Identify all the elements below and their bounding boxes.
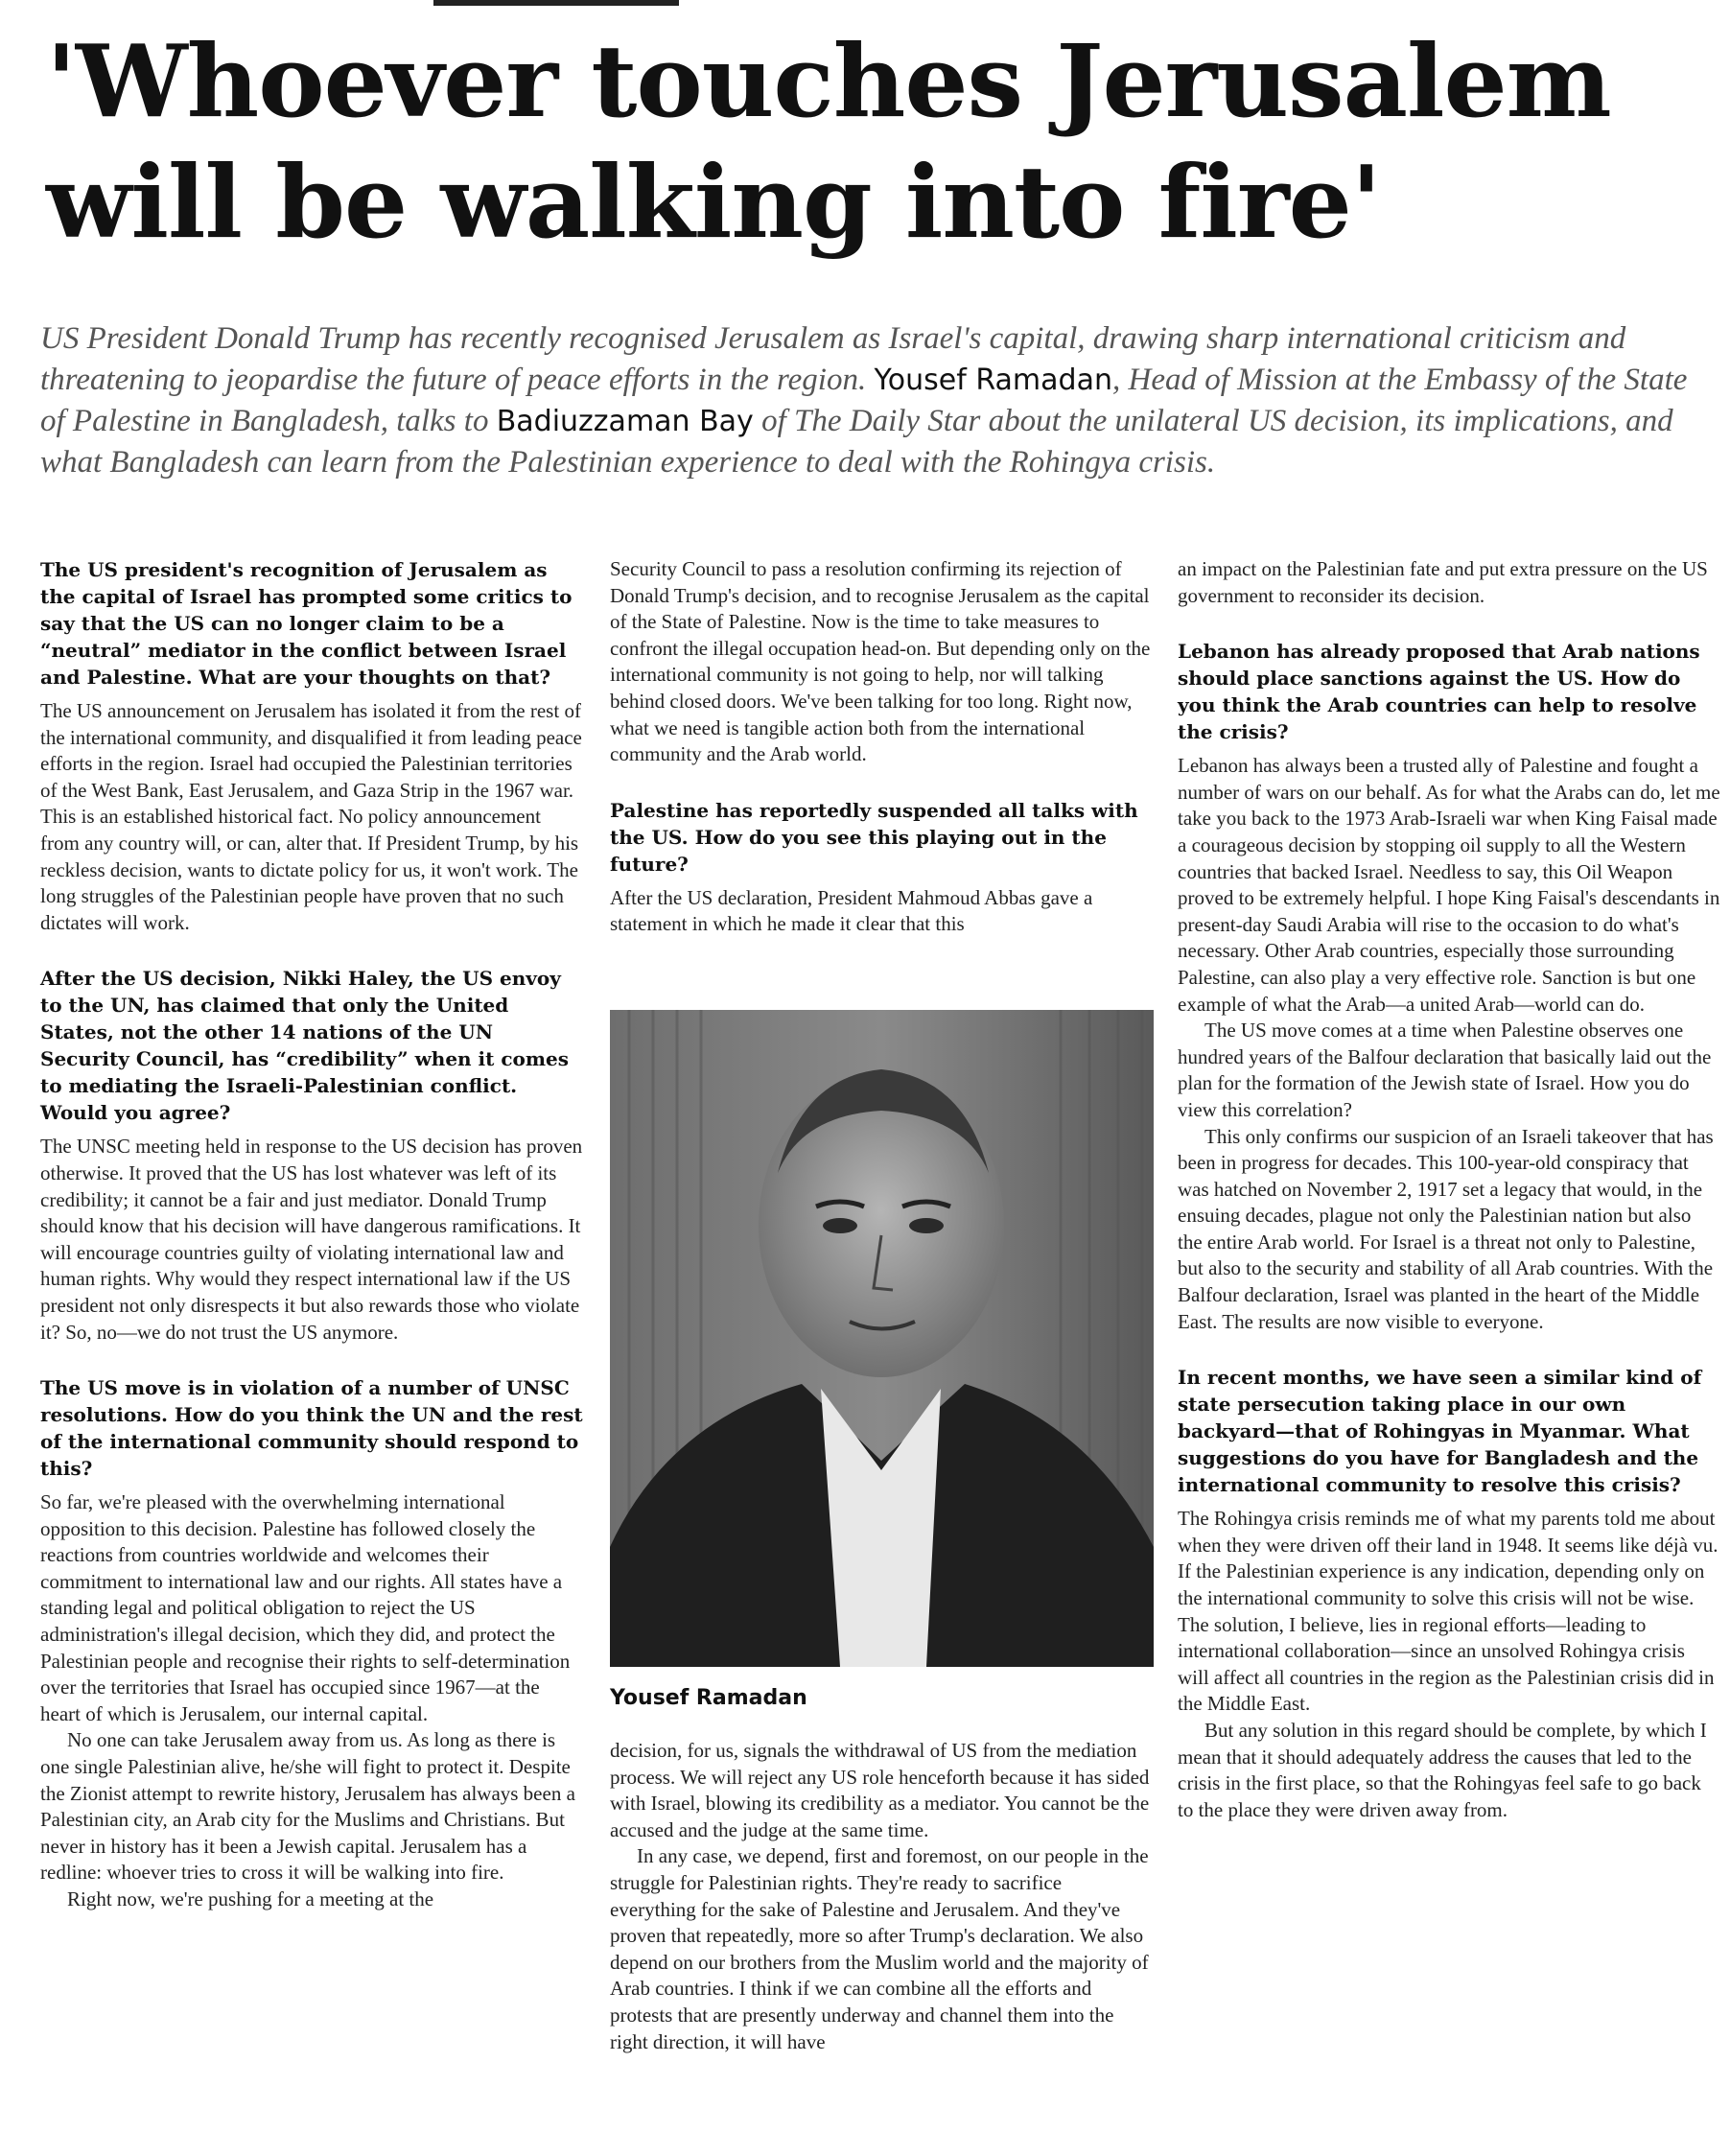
answer-4-start-text: After the US declaration, President Mahmoud Abbas gave a statement in which he made it clear that this <box>610 885 1093 936</box>
section-tag <box>433 0 679 6</box>
answer-6-para-1: The Rohingya crisis reminds me of what my parents told me about when they were driven off their land in 1948. It seems like déjà vu. If the Palestinian experience is any indication, depending only on the international community to solve this crisis will not be wise. The solution, I believe, lies in regional efforts—leading to international collaboration—since an unsolved Rohingya crisis will affect all countries in the region as the Palestinian crisis did in the Middle East. <box>1178 1507 1718 1716</box>
answer-4-para-1: decision, for us, signals the withdrawal of US from the mediation process. We will reject any US role henceforth because it has sided with Israel, blowing its credibility as a mediator. You cannot be the accused and the judge at the same time. <box>610 1739 1150 1841</box>
answer-3-continued-text: Security Council to pass a resolution confirming its rejection of Donald Trump's decision, and to recognise Jerusalem as the capital of the State of Palestine. Now is the time to take measures to confront the illegal occupation head-on. But depending only on the international community is not going to help, nor will talking behind closed doors. We've been talking for too long. Right now, what we need is tangible action both from the international community and the Arab world. <box>610 557 1151 766</box>
answer-5-para-2: The US move comes at a time when Palestine observes one hundred years of the Balfour declaration that basically laid out the plan for the formation of the Jewish state of Israel. How you do view this correlation? <box>1178 1019 1712 1121</box>
answer-6-para-2: But any solution in this regard should be complete, by which I mean that it should adequately address the causes that led to the crisis in the first place, so that the Rohingyas feel safe to go back to the place they were driven away from. <box>1178 1719 1707 1821</box>
headline-line-2: will be walking into fire' <box>46 143 1381 261</box>
question-1: The US president's recognition of Jerusalem as the capital of Israel has prompted some critics to say that the US can no longer claim to be a “neutral” mediator in the conflict between Israel and Palestine. What are your thoughts on that? <box>40 558 573 689</box>
column-1 <box>40 556 583 1942</box>
column-2 <box>610 556 1153 967</box>
answer-3-para-2: No one can take Jerusalem away from us. As long as there is one single Palestinian alive, he/she will fight to protect it. Despite the Zionist attempt to rewrite history, Jerusalem has always been a Palestinian city, an Arab city for the Muslims and Christians. But never in history has it been a Jewish capital. Jerusalem has a redline: whoever tries to cross it will be walking into fire. <box>40 1728 575 1885</box>
intro-text-2: , Head of Mission at the Embassy of the State of Palestine in Bangladesh, talks to <box>40 363 1688 438</box>
portrait-photo <box>610 1010 1154 1667</box>
answer-1 <box>40 698 583 936</box>
answer-5-para-3: This only confirms our suspicion of an Israeli takeover that has been in progress for decades. This 100-year-old conspiracy that was hatched on November 2, 1917 set a legacy that would, in the ensuing decades, plague not only the Palestinian nation but also the entire Arab world. For Israel is a threat not only to Palestine, but also to the security and stability of all Arab countries. With the Balfour declaration, Israel was planted in the heart of the Middle East. The results are now visible to everyone. <box>1178 1124 1714 1333</box>
intro-standfirst <box>40 318 1718 483</box>
answer-4-start <box>610 885 1153 938</box>
question-5: Lebanon has already proposed that Arab nations should place sanctions against the US. How do you think the Arab countries can help to resolve the crisis? <box>1178 640 1700 744</box>
answer-4-continued-text: an impact on the Palestinian fate and put extra pressure on the US government to reconsider its decision. <box>1178 557 1708 607</box>
answer-3-continued <box>610 556 1153 768</box>
answer-3-para-1: So far, we're pleased with the overwhelming international opposition to this decision. Palestine has followed closely the reactions from countries worldwide and welcomes their commitment to international law and our rights. All states have a standing legal and political obligation to reject the US administration's illegal decision, which they did, and protect the Palestinian people and recognise their rights to self-determination over the territories that Israel has occupied since 1967—at the heart of which is Jerusalem, our internal capital. <box>40 1490 571 1725</box>
interviewee-name: Yousef Ramadan <box>874 363 1112 397</box>
answer-4-para-2: In any case, we depend, first and foremost, on our people in the struggle for Palestinian rights. They're ready to sacrifice everything for the sake of Palestine and Jerusalem. And they've proven that repeatedly, more so after Trump's declaration. We also depend on our brothers from the Muslim world and the majority of Arab countries. I think if we can combine all the efforts and protests that are presently underway and channel them into the right direction, it will have <box>610 1844 1149 2053</box>
answer-2 <box>40 1134 583 1346</box>
answer-3 <box>40 1489 583 1913</box>
answer-4-continued <box>1178 556 1720 609</box>
portrait-illustration <box>610 1010 1154 1667</box>
answer-5 <box>1178 753 1720 1335</box>
question-2: After the US decision, Nikki Haley, the US envoy to the UN, has claimed that only the United States, not the other 14 nations of the UN Security Council, has “credibility” when it comes to mediating the Israeli-Palestinian conflict. Would you agree? <box>40 967 570 1125</box>
answer-5-para-1: Lebanon has always been a trusted ally of Palestine and fought a number of wars on our behalf. As for what the Arabs can do, let me take you back to the 1973 Arab-Israeli war when King Faisal made a courageous decision by stopping oil supply to all the Western countries that backed Israel. Needless to say, this Oil Weapon proved to be extremely helpful. I hope King Faisal's descendants in present-day Saudi Arabia will rise to the occasion to do what's necessary. Other Arab countries, especially those surrounding Palestine, can also play a very effective role. Sanction is but one example of what the Arab—a united Arab—world can do. <box>1178 754 1720 1016</box>
answer-1-text: The US announcement on Jerusalem has isolated it from the rest of the international community, and disqualified it from leading peace efforts in the region. Israel had occupied the Palestinian territories of the West Bank, East Jerusalem, and Gaza Strip in the 1967 war. This is an established historical fact. No policy announcement from any country will, or can, alter that. If President Trump, by his reckless decision, wants to dictate policy for us, it won't work. The long struggles of the Palestinian people have proven that no such dictates will work. <box>40 699 582 934</box>
column-3 <box>1178 556 1720 1852</box>
question-6: In recent months, we have seen a similar kind of state persecution taking place in our own backyard—that of Rohingyas in Myanmar. What suggestions do you have for Bangladesh and the international community to resolve this crisis? <box>1178 1366 1702 1497</box>
question-4: Palestine has reportedly suspended all talks with the US. How do you see this playing out in the future? <box>610 798 1138 876</box>
answer-2-text: The UNSC meeting held in response to the US decision has proven otherwise. It proved that the US has lost whatever was left of its credibility; it cannot be a fair and just mediator. Donald Trump should know that his decision will have dangerous ramifications. It will encourage countries guilty of violating international law and human rights. Why would they respect international law if the US president not only disrespects it but also rewards those who violate it? So, no—we do not trust the US anymore. <box>40 1135 583 1344</box>
interviewer-name: Badiuzzaman Bay <box>496 405 754 438</box>
intro-text-1: US President Donald Trump has recently recognised Jerusalem as Israel's capital, drawing sharp international criticism and threatening to jeopardise the future of peace efforts in the region. <box>40 321 1626 397</box>
headline <box>46 21 1695 263</box>
photo-caption: Yousef Ramadan <box>610 1686 807 1710</box>
question-3: The US move is in violation of a number of UNSC resolutions. How do you think the UN and the rest of the international community should respond to this? <box>40 1376 583 1481</box>
answer-6 <box>1178 1506 1720 1823</box>
intro-text-3: of The Daily Star about the unilateral US decision, its implications, and what Bangladesh can learn from the Palestinian experience to deal with the Rohingya crisis. <box>40 404 1673 480</box>
answer-3-para-3: Right now, we're pushing for a meeting at the <box>67 1887 434 1910</box>
headline-line-1: 'Whoever touches Jerusalem <box>46 22 1611 140</box>
column-2-bottom <box>610 1738 1153 2055</box>
